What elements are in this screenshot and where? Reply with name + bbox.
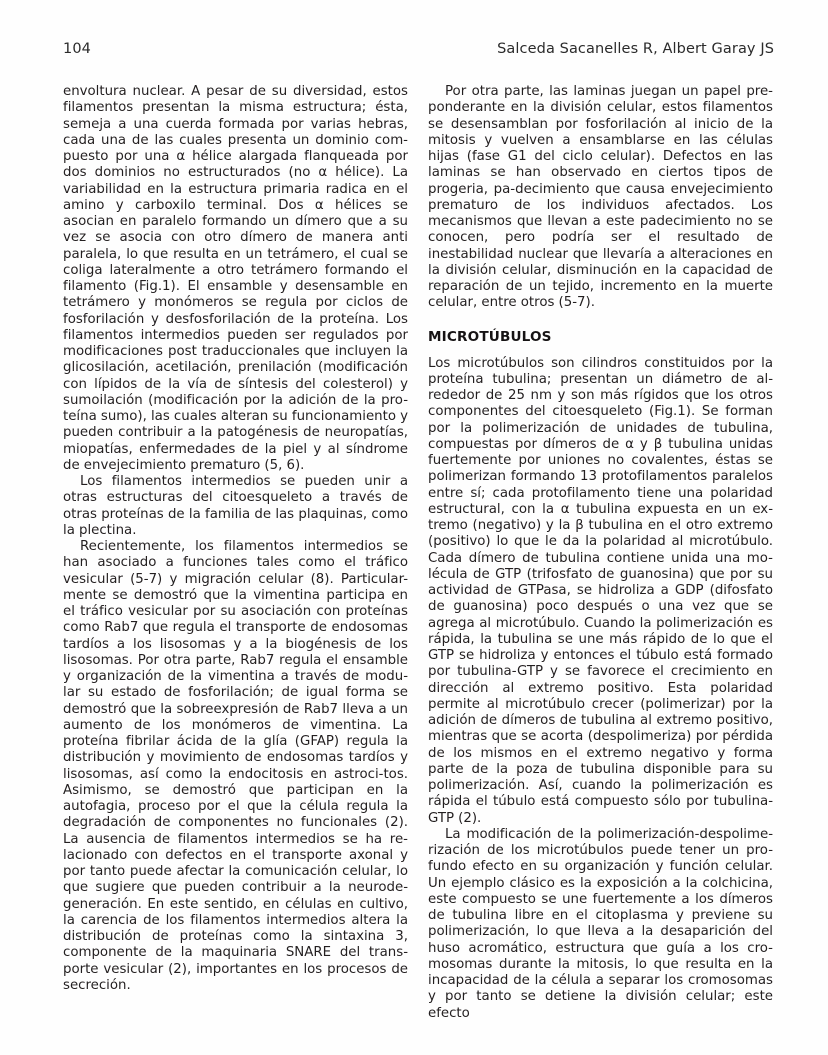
paragraph: Los microtúbulos son cilindros constituidos por la proteína tubulina; presentan un diámetro de al-rededor de 25 nm y son más rígidos que los otros componentes del citoesqueleto (Fig.1). Se forman por la polimerización de unidades de tubulina, compuestas por dímeros de α y β tubulina unidas fuertemente por uniones no covalentes, éstas se polimerizan formando 13 protofilamentos paralelos entre sí; cada protofilamento tiene una polaridad estructural, con la α tubulina expuesta en un ex-tremo (negativo) y la β tubulina en el otro extremo (positivo) lo que le da la polaridad al microtúbulo. Cada dímero de tubulina contiene unida una mo-lécula de GTP (trifosfato de guanosina) que por su actividad de GTPasa, se hidroliza a GDP (difosfato de guanosina) poco después o una vez que se agrega al microtúbulo. Cuando la polimerización es rápida, la tubulina se une más rápido de lo que el GTP se hidroliza y entonces el túbulo está formado por tubulina-GTP y se favorece el crecimiento en dirección al extremo positivo. Esta polaridad permite al microtúbulo crecer (polimerizar) por la adición de dímeros de tubulina al extremo positivo, mientras que se acorta (despolimeriza) por pérdida de los mismos en el extremo negativo y forma parte de la poza de tubulina disponible para su polimerización. Así, cuando la polimerización es rápida el túbulo está compuesto sólo por tubulina-GTP (2). xyxy=(428,355,773,826)
page-number: 104 xyxy=(63,41,91,57)
left-column xyxy=(63,84,408,996)
paragraph: Por otra parte, las laminas juegan un papel pre-ponderante en la división celular, estos filamentos se desensamblan por fosforilación al inicio de la mitosis y vuelven a ensamblarse en las células hijas (fase G1 del ciclo celular). Defectos en las laminas se han observado en ciertos tipos de progeria, pa-decimiento que causa envejecimiento prematuro de los individuos afectados. Los mecanismos que llevan a este padecimiento no se conocen, pero podría ser el resultado de inestabilidad nuclear que llevaría a alteraciones en la división celular, disminución en la capacidad de reparación de un tejido, incremento en la muerte celular, entre otros (5-7). xyxy=(428,84,773,311)
running-head xyxy=(63,42,774,62)
body-columns xyxy=(63,84,774,1021)
paragraph: Recientemente, los filamentos intermedios se han asociado a funciones tales como el tráfico vesicular (5-7) y migración celular (8). Particular-mente se demostró que la vimentina participa en el tráfico vesicular por su asociación con proteínas como Rab7 que regula el transporte de endosomas tardíos a los lisosomas y a la biogénesis de los lisosomas. Por otra parte, Rab7 regula el ensamble y organización de la vimentina a través de modu-lar su estado de fosforilación; de igual forma se demostró que la sobreexpresión de Rab7 lleva a un aumento de los monómeros de vimentina. La proteína fibrilar ácida de la glía (GFAP) regula la distribución y movimiento de endosomas tardíos y lisosomas, así como la endocitosis en astroci-tos. Asimismo, se demostró que participan en la autofagia, proceso por el que la célula regula la degradación de componentes no funcionales (2). La ausencia de filamentos intermedios se ha re-lacionado con defectos en el transporte axonal y por tanto puede afectar la comunicación celular, lo que sugiere que pueden contribuir a la neurode-generación. En este sentido, en células en cultivo, la carencia de los filamentos intermedios altera la distribución de proteínas como la sintaxina 3, componente de la maquinaria SNARE del trans-porte vesicular (2), importantes en los procesos de secreción. xyxy=(63,539,408,993)
paragraph: Los filamentos intermedios se pueden unir a otras estructuras del citoesqueleto a través de otras proteínas de la familia de las plaquinas, como la plectina. xyxy=(63,474,408,538)
paragraph: envoltura nuclear. A pesar de su diversidad, estos filamentos presentan la misma estructura; ésta, semeja a una cuerda formada por varias hebras, cada una de las cuales presenta un dominio com-puesto por una α hélice alargada flanqueada por dos dominios no estructurados (no α hélice). La variabilidad en la estructura primaria radica en el amino y carboxilo terminal. Dos α hélices se asocian en paralelo formando un dímero que a su vez se asocia con otro dímero de manera anti paralela, lo que resulta en un tetrámero, el cual se coliga lateralmente a otro tetrámero formando el filamento (Fig.1). El ensamble y desensamble en tetrámero y monómeros se regula por ciclos de fosforilación y desfosforilación de la proteína. Los filamentos intermedios pueden ser regulados por modificaciones post traduccionales que incluyen la glicosilación, acetilación, prenilación (modificación con lípidos de la vía de síntesis del colesterol) y sumoilación (modificación por la adición de la pro-teína sumo), las cuales alteran su funcionamiento y pueden contribuir a la patogénesis de neuropatías, miopatías, enfermedades de la piel y al síndrome de envejecimiento prematuro (5, 6). xyxy=(63,84,408,473)
section-heading-microtubulos: MICROTÚBULOS xyxy=(428,328,552,345)
running-head-authors: Salceda Sacanelles R, Albert Garay JS xyxy=(497,41,774,57)
paragraph: La modificación de la polimerización-despolime-rización de los microtúbulos puede tener un pro-fundo efecto en su organización y función celular. Un ejemplo clásico es la exposición a la colchicina, este compuesto se une fuertemente a los dímeros de tubulina libre en el citoplasma y previene su polimerización, lo que lleva a la desaparición del huso acromático, estructura que guía a los cro-mosomas durante la mitosis, lo que resulta en la incapacidad de la célula a separar los cromosomas y por tanto se detiene la división celular; este efecto xyxy=(428,826,773,1021)
right-column xyxy=(428,84,773,1021)
